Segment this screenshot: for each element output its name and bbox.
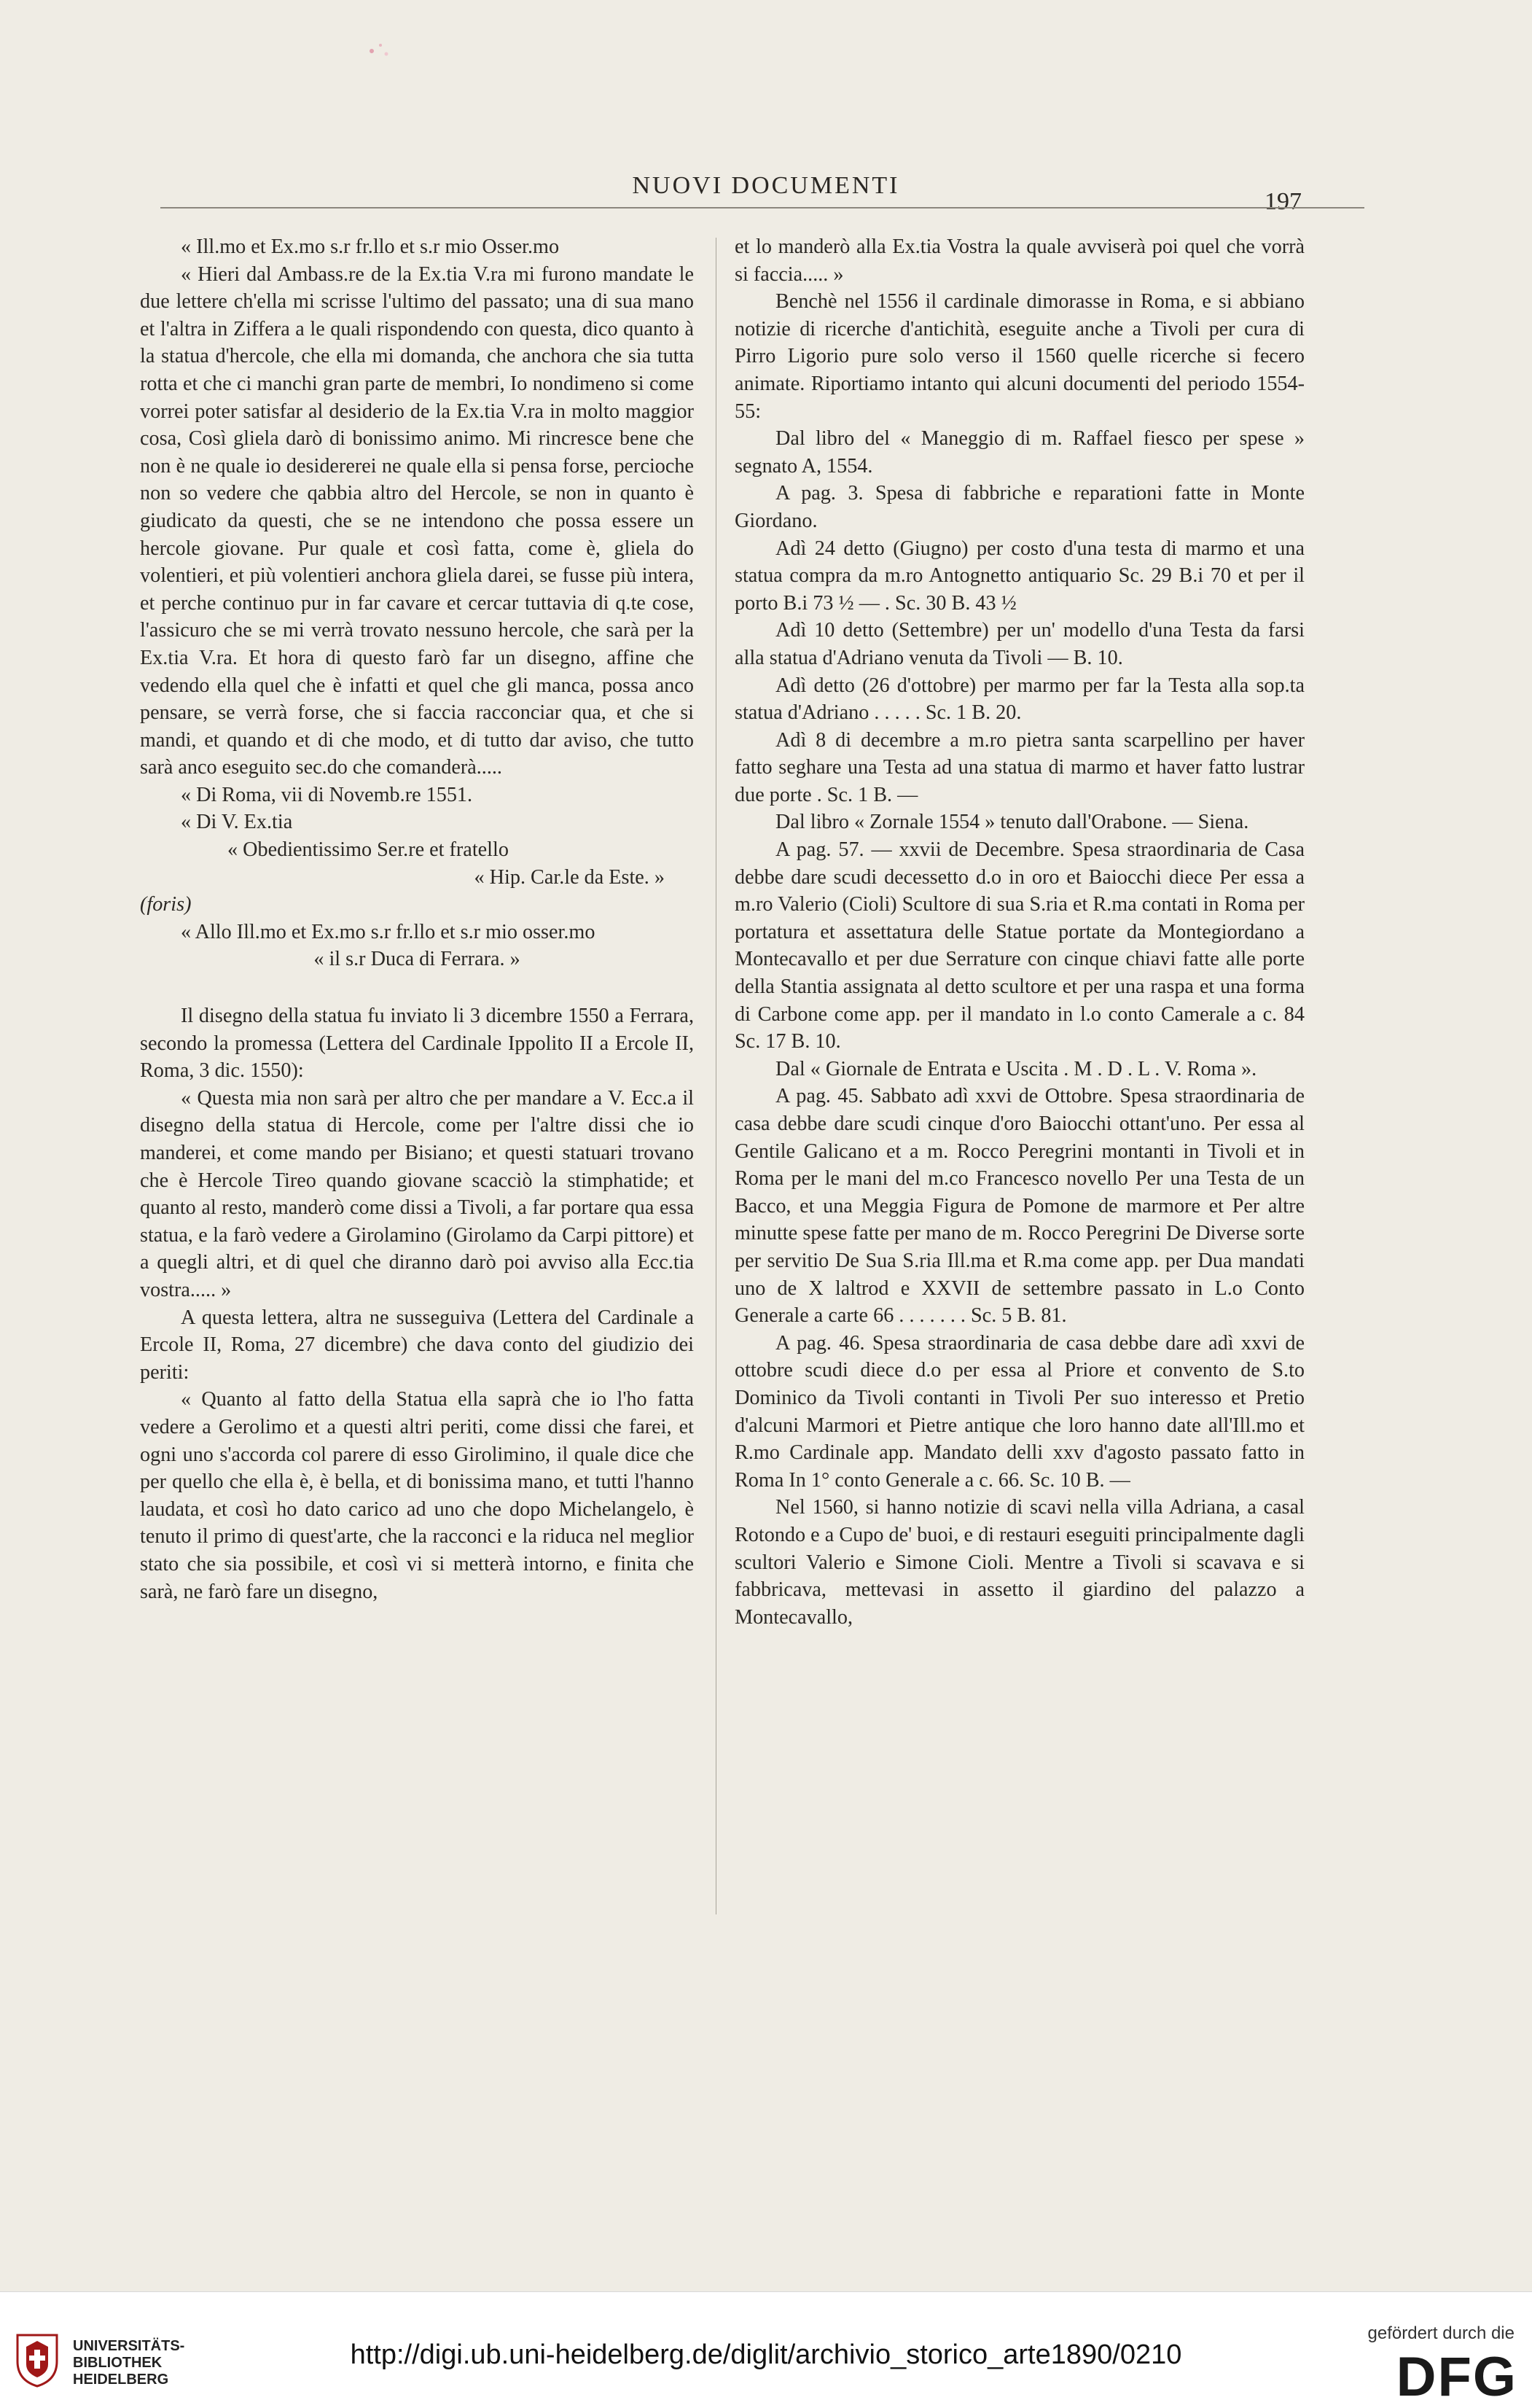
paragraph: « Di V. Ex.tia	[181, 811, 293, 834]
source-url-link[interactable]: http://digi.ub.uni-heidelberg.de/diglit/archivio_storico_arte1890/0210	[350, 2339, 1182, 2370]
paragraph: (foris)	[140, 893, 192, 916]
left-column	[140, 233, 694, 1605]
page-number: 197	[1265, 188, 1302, 215]
running-header: NUOVI DOCUMENTI	[632, 172, 900, 199]
paragraph: Nel 1560, si hanno notizie di scavi nella villa Adriana, a casal Rotondo e a Cupo de' buoi, e di restauri eseguiti principalmente dagli scultori Valerio e Simone Cioli. Mentre a Tivoli si scavava e si fabbricava, mettevasi in assetto il giardino del palazzo a Montecavallo,	[735, 1496, 1305, 1629]
paragraph: Adì 8 di decembre a m.ro pietra santa scarpellino per haver fatto seghare una Testa ad una statua di marmo et haver fatto lustrar due porte . Sc. 1 B. —	[735, 728, 1305, 806]
paragraph: « Allo Ill.mo et Ex.mo s.r fr.llo et s.r mio osser.mo	[181, 920, 595, 943]
paragraph: Adì detto (26 d'ottobre) per marmo per far la Testa alla sop.ta statua d'Adriano . . . . . Sc. 1 B. 20.	[735, 674, 1305, 725]
footer-rule	[0, 2291, 1532, 2292]
library-name-line1: UNIVERSITÄTS-	[73, 2338, 185, 2354]
digitization-footer	[0, 2291, 1532, 2408]
library-name-line2: BIBLIOTHEK	[73, 2355, 163, 2371]
paragraph: Benchè nel 1556 il cardinale dimorasse in Roma, e si abbiano notizie di ricerche d'antichità, eseguite anche a Tivoli per cura di Pirro Ligorio pure solo verso il 1560 quelle ricerche si fecero animate. Riportiamo intanto qui alcuni documenti del periodo 1554-55:	[735, 290, 1305, 423]
library-name-line3: HEIDELBERG	[73, 2372, 169, 2388]
paragraph: Dal « Giornale de Entrata e Uscita . M . D . L . V. Roma ».	[775, 1057, 1257, 1080]
paragraph: Adì 24 detto (Giugno) per costo d'una testa di marmo et una statua compra da m.ro Antognetto antiquario Sc. 29 B.i 70 et per il porto B.i 73 ½ — . Sc. 30 B. 43 ½	[735, 537, 1305, 615]
ink-smudge	[364, 36, 401, 66]
funder-label: gefördert durch die	[1367, 2323, 1515, 2343]
paragraph: « Obedientissimo Ser.re et fratello	[227, 838, 509, 862]
right-column	[735, 233, 1305, 1631]
paragraph: Dal libro « Zornale 1554 » tenuto dall'Orabone. — Siena.	[775, 811, 1249, 834]
dfg-logo: DFG	[1396, 2346, 1517, 2408]
paragraph: Adì 10 detto (Settembre) per un' modello d'una Testa da farsi alla statua d'Adriano venuta da Tivoli — B. 10.	[735, 619, 1305, 669]
paragraph: « Ill.mo et Ex.mo s.r fr.llo et s.r mio Osser.mo	[181, 235, 560, 258]
paragraph: A pag. 57. — xxvii de Decembre. Spesa straordinaria de Casa debbe dare scudi decessetto d.o in oro et Baiocchi diece Per essa a m.ro Valerio (Cioli) Scultore di sua S.ria et R.ma contati in Roma per portatura et assettatura delle Statue portate da Montegiordano a Montecavallo et per due Serrature con cinque chiavi fatte alle porte della Stantia assignata al detto scultore et per una raspa et una forma di Carbone come app. per il mandato in l.o conto Camerale a c. 84 Sc. 17 B. 10.	[735, 838, 1305, 1053]
paragraph: « Hieri dal Ambass.re de la Ex.tia V.ra mi furono mandate le due lettere ch'ella mi scrisse l'ultimo del passato; una di sua mano et l'altra in Ziffera a le quali rispondendo con questa, dico quanto à la statua d'hercole, che ella mi domanda, che anchora che sia tutta rotta et che ci manchi gran parte de membri, Io nondimeno si come vorrei poter satisfar al desiderio de la Ex.tia V.ra in molto maggior cosa, Così gliela darò di bonissimo animo. Mi rincresce bene che non è ne quale io desidererei ne quale ella si pensa forse, percioche non so vedere che qabbia altro del Hercole, se non in quanto è giudicato da questi, che se ne intendono che possa essere un hercole giovane. Pur quale et così fatta, come è, gliela do volentieri, et più volentieri anchora gliela darei, se fusse più intera, et perche continuo pur in far cavare et cercar tuttavia di q.te cose, l'assicuro che se mi verrà trovato nessuno hercole, che sarà per la Ex.tia V.ra. Et hora di questo farò far un disegno, affine che vedendo ella quel che è infatti et quel che gli manca, possa anco pensare, se verrà forse, che si faccia racconciar qua, et che si mandi, et quando et di che modo, et di tutto dar aviso, che tutto sarà anco eseguito sec.do che comanderà.....	[140, 262, 694, 779]
section-gap	[140, 973, 694, 1002]
paragraph: « Di Roma, vii di Novemb.re 1551.	[181, 783, 473, 806]
paragraph: « Hip. Car.le da Este. »	[474, 865, 665, 889]
paragraph: Dal libro del « Maneggio di m. Raffael fiesco per spese » segnato A, 1554.	[735, 427, 1305, 478]
paragraph: Il disegno della statua fu inviato li 3 dicembre 1550 a Ferrara, secondo la promessa (Lettera del Cardinale Ippolito II a Ercole II, Roma, 3 dic. 1550):	[140, 1005, 694, 1083]
paragraph: A pag. 46. Spesa straordinaria de casa debbe dare adì xxvi de ottobre scudi diece d.o per essa al Priore et convento de S.to Dominico da Tivoli contanti in Tivoli Per suo interesso et Pretio d'alcuni Marmori et Pietre antique che loro hanno date all'Ill.mo et R.mo Cardinale app. Mandato delli xxv d'agosto passato fatto in Roma In 1° conto Generale a c. 66. Sc. 10 B. —	[735, 1331, 1305, 1492]
paragraph: et lo manderò alla Ex.tia Vostra la quale avviserà poi quel che vorrà si faccia..... »	[735, 235, 1305, 286]
paragraph: A pag. 3. Spesa di fabbriche e reparationi fatte in Monte Giordano.	[735, 482, 1305, 532]
header-rule	[160, 207, 1364, 209]
paragraph: « Questa mia non sarà per altro che per mandare a V. Ecc.a il disegno della statua di Hercole, come per l'altre dissi che io manderei, et come mando per Bisiano; et questi statuari trovano che è Hercole Tireo quando giovane scacciò la stimphatide; et quanto al resto, manderò come dissi a Tivoli, a far portare qua essa statua, e la farò vedere a Girolamino (Girolamo da Carpi pittore) et a quegli altri, et di quel che diranno darò poi avviso alla Ecc.tia vostra..... »	[140, 1086, 694, 1301]
paragraph: « Quanto al fatto della Statua ella saprà che io l'ho fatta vedere a Gerolimo et a questi altri periti, come dissi che farei, et ogni uno s'accorda col parere di esso Girolimino, il quale dice che per quello che ella è, è bella, et di bonissima mano, et tutti l'hanno laudata, et così ho dato carico ad uno che dopo Michelangelo, è tenuto il primo di quest'arte, che la racconci e la riduca nel meglior stato che sia possibile, et così vi si metterà intorno, e finita che sarà, ne farò fare un disegno,	[140, 1388, 694, 1603]
paragraph: A questa lettera, altra ne susseguiva (Lettera del Cardinale a Ercole II, Roma, 27 dicembre) che dava conto del giudizio dei periti:	[140, 1306, 694, 1384]
paragraph: A pag. 45. Sabbato adì xxvi de Ottobre. Spesa straordinaria de casa debbe dare scudi cinque d'oro Baiocchi ottant'uno. Per essa al Gentile Galicano et a m. Rocco Peregrini montanti in Tivoli et in Roma per le mani del m.co Francesco novello Per una Testa de un Bacco, et una Meggia Figura de Pomone de marmore et Per altre minutte spese fatte per mano de m. Rocco Peregrini De Diverse sorte per servitio De Sua S.ria Ill.ma et R.ma come app. per Dua mandati uno de X laltrod e XXVII de settembre passato in L.o Conto Generale a carte 66 . . . . . . . Sc. 5 B. 81.	[735, 1085, 1305, 1328]
paragraph: « il s.r Duca di Ferrara. »	[313, 948, 520, 971]
